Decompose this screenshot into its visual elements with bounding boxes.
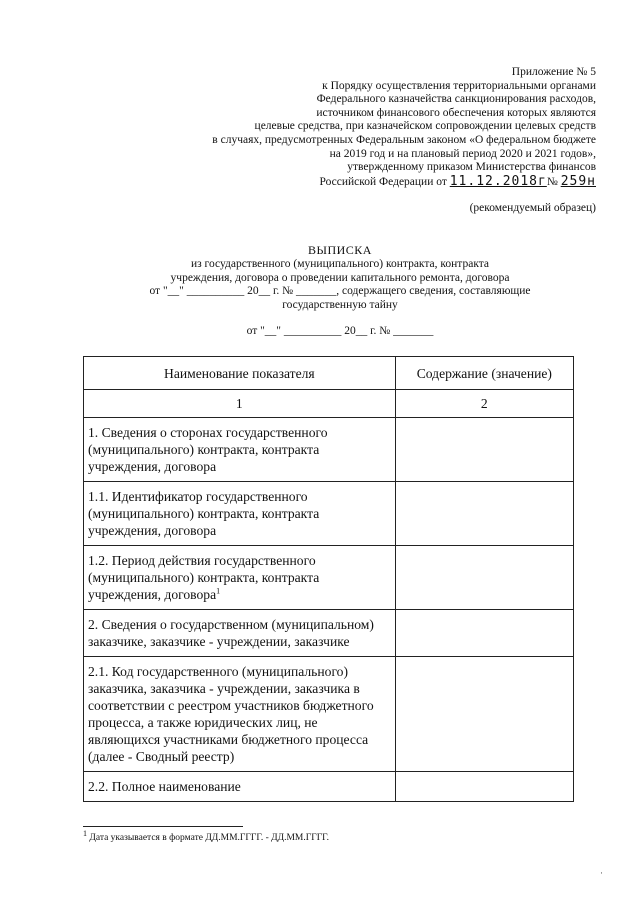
row-value (395, 482, 573, 546)
title-line-3: от "__" __________ 20__ г. № _______, содержащего сведения, составляющие (149, 285, 531, 298)
appendix-line-7: на 2019 год и на плановый период 2020 и 2021 годов», (329, 147, 596, 160)
appendix-line-4: источником финансового обеспечения которых являются (316, 106, 596, 119)
row-label: 2. Сведения о государственном (муниципальном) заказчике, заказчике - учреждении, заказчике (84, 610, 396, 657)
column-number-2: 2 (395, 390, 573, 418)
row-label: 2.2. Полное наименование (84, 772, 396, 802)
row-label: 2.1. Код государственного (муниципального) заказчика, заказчика - учреждении, заказчика в соответствии с реестром участников бюджетного процесса, а также юридических лиц, не являющихся участниками бюджетного процесса (далее - Сводный реестр) (84, 657, 396, 772)
extract-date-line: от "__" __________ 20__ г. № _______ (246, 325, 434, 337)
order-date: 11.12.2018г (449, 173, 547, 189)
row-value (395, 418, 573, 482)
indicators-table (83, 356, 574, 802)
appendix-line-3: Федерального казначейства санкционирования расходов, (316, 93, 596, 106)
document-title: ВЫПИСКА (308, 243, 372, 257)
title-line-2: учреждения, договора о проведении капитального ремонта, договора (170, 271, 510, 284)
row-label: 1.2. Период действия государственного (муниципального) контракта, контракта учреждения, договора (88, 553, 320, 602)
appendix-line-2: к Порядку осуществления территориальными органами (322, 79, 596, 92)
appendix-line-6: в случаях, предусмотренных Федеральным законом «О федеральном бюджете (212, 133, 596, 146)
document-title-block (100, 244, 580, 312)
row-value (395, 546, 573, 610)
table-row (84, 418, 574, 482)
footnote-mark: 1 (83, 828, 87, 838)
row-value (395, 657, 573, 772)
footnote-text: Дата указывается в формате ДД.ММ.ГГГГ. - ДД.ММ.ГГГГ. (87, 833, 329, 843)
order-line-prefix: Российской Федерации от (319, 175, 447, 188)
table-row (84, 546, 574, 610)
row-value (395, 772, 573, 802)
title-line-4: государственную тайну (282, 298, 398, 311)
table-row (84, 657, 574, 772)
table-row (84, 772, 574, 802)
header-content-value: Содержание (значение) (395, 357, 573, 390)
page-mark: · (600, 868, 603, 878)
table-row (84, 610, 574, 657)
header-indicator-name: Наименование показателя (84, 357, 396, 390)
title-line-1: из государственного (муниципального) контракта, контракта (190, 258, 490, 271)
footnote-divider (83, 826, 243, 827)
order-number-label: № (546, 175, 558, 188)
row-label: 1.1. Идентификатор государственного (муниципального) контракта, контракта учреждения, договора (84, 482, 396, 546)
row-label: 1. Сведения о сторонах государственного (муниципального) контракта, контракта учреждения, договора (84, 418, 396, 482)
table-number-row (84, 390, 574, 418)
order-number: 259н (560, 173, 596, 189)
row-label-cell (84, 546, 396, 610)
sample-note: (рекомендуемый образец) (469, 202, 596, 214)
appendix-line-8: утвержденному приказом Министерства финансов (347, 161, 596, 174)
appendix-line-5: целевые средства, при казначейском сопровождении целевых средств (254, 120, 596, 133)
table-header-row (84, 357, 574, 390)
appendix-header (176, 66, 596, 189)
table-row (84, 482, 574, 546)
footnote-reference: 1 (216, 586, 221, 596)
appendix-line-1: Приложение № 5 (511, 66, 596, 78)
row-value (395, 610, 573, 657)
appendix-order-line (176, 175, 596, 190)
column-number-1: 1 (84, 390, 396, 418)
footnote (83, 828, 329, 843)
